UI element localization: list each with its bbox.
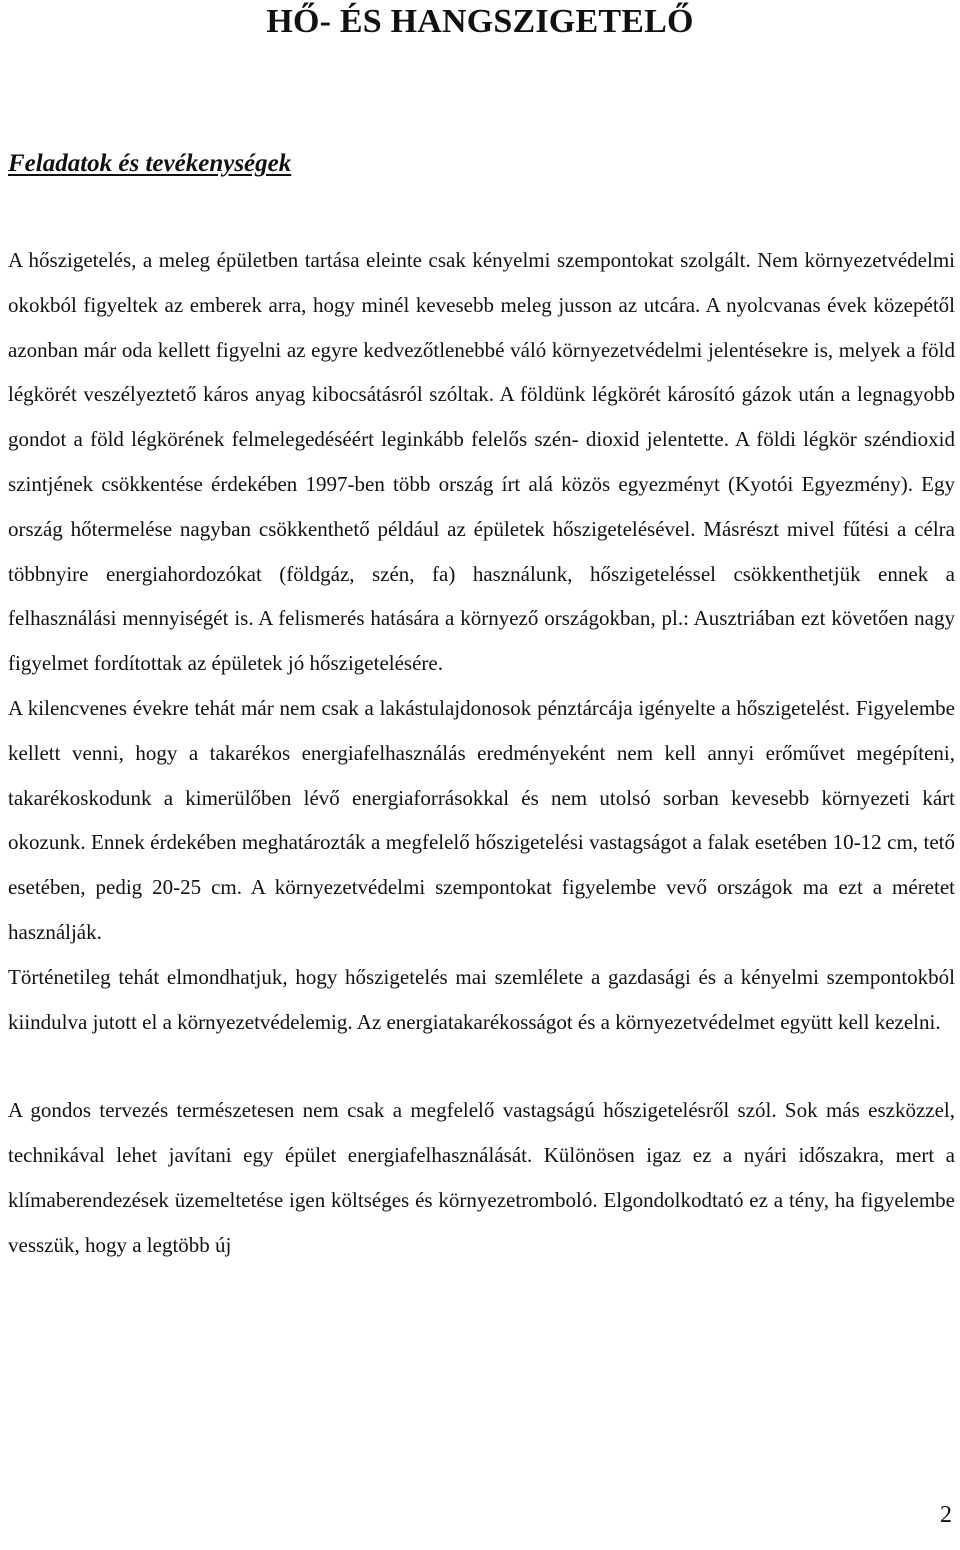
paragraph-3: Történetileg tehát elmondhatjuk, hogy hőszigetelés mai szemlélete a gazdasági és a kényelmi szempontokból kiindulva jutott el a környezetvédelemig. Az energiatakarékosságot és a környezetvédelmet együtt kell kezelni. — [8, 964, 955, 1034]
page-number: 2 — [940, 1502, 952, 1528]
section-heading: Feladatok és tevékenységek — [8, 150, 292, 177]
paragraph-2: A kilencvenes évekre tehát már nem csak a lakástulajdonosok pénztárcája igényelte a hőszigetelést. Figyelembe kellett venni, hogy a takarékos energiafelhasználás eredményeként nem kell annyi erőművet megépíteni, takarékoskodunk a kimerülőben lévő energiaforrásokkal és nem utolsó sorban kevesebb környezeti kárt okozunk. Ennek érdekében meghatározták a megfelelő hőszigetelési vastagságot a falak esetében 10-12 cm, tető esetében, pedig 20-25 cm. A környezetvédelmi szempontokat figyelembe vevő országok ma ezt a méretet használják. — [8, 695, 955, 944]
paragraph-4: A gondos tervezés természetesen nem csak a megfelelő vastagságú hőszigetelésről szól. Sok más eszközzel, technikával lehet javítani egy épület energiafelhasználását. Különösen igaz ez a nyári időszakra, mert a klímaberendezések üzemeltetése igen költséges és környezetromboló. Elgondolkodtató ez a tény, ha figyelembe vesszük, hogy a legtöbb új — [8, 1098, 955, 1257]
page-title: HŐ- ÉS HANGSZIGETELŐ — [266, 3, 694, 40]
paragraph-1: A hőszigetelés, a meleg épületben tartása eleinte csak kényelmi szempontokat szolgált. Nem környezetvédelmi okokból figyeltek az emberek arra, hogy minél kevesebb meleg jusson az utcára. A nyolcvanas évek közepétől azonban már oda kellett figyelni az egyre kedvezőtlenebbé váló környezetvédelmi jelentésekre is, melyek a föld légkörét veszélyeztető káros anyag kibocsátásról szóltak. A földünk légkörét károsító gázok után a legnagyobb gondot a föld légkörének felmelegedéséért leginkább felelős szén- dioxid jelentette. A földi légkör széndioxid szintjének csökkentése érdekében 1997-ben több ország írt alá közös egyezményt (Kyotói Egyezmény). Egy ország hőtermelése nagyban csökkenthető például az épületek hőszigetelésével. Másrészt mivel fűtési a célra többnyire energiahordozókat (földgáz, szén, fa) használunk, hőszigeteléssel csökkenthetjük ennek a felhasználási mennyiségét is. A felismerés hatására a környező országokban, pl.: Ausztriában ezt követően nagy figyelmet fordítottak az épületek jó hőszigetelésére. — [8, 248, 955, 676]
body-text — [8, 238, 955, 1268]
